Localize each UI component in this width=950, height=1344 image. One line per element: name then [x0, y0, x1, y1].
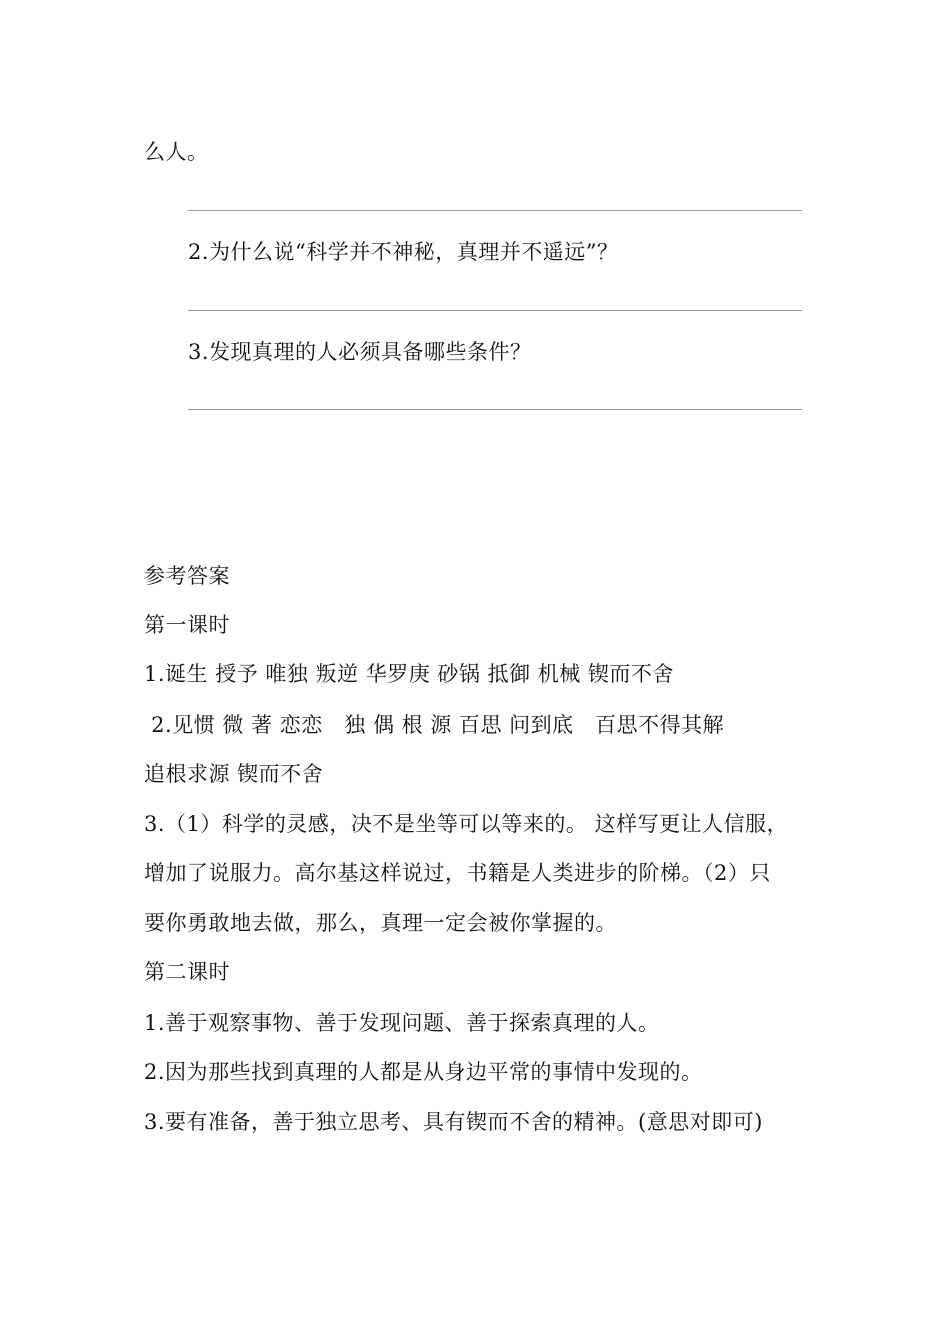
lesson-2-item-2: 2.因为那些找到真理的人都是从身边平常的事情中发现的。: [144, 1060, 703, 1084]
lesson-2-item-1: 1.善于观察事物、善于发现问题、善于探索真理的人。: [144, 1011, 660, 1035]
lesson-1-item-3-line-2: 增加了说服力。高尔基这样说过，书籍是人类进步的阶梯。（2）只: [144, 861, 771, 885]
answers-heading: 参考答案: [144, 564, 230, 588]
lesson-1-item-2-line-1: 2.见惯 微 著 恋恋 独 偶 根 源 百思 问到底 百思不得其解: [144, 713, 725, 737]
lesson-2-item-3: 3.要有准备，善于独立思考、具有锲而不舍的精神。(意思对即可): [144, 1110, 763, 1134]
lesson-2-title: 第二课时: [144, 960, 230, 984]
lesson-1-item-1: 1.诞生 授予 唯独 叛逆 华罗庚 砂锅 抵御 机械 锲而不舍: [144, 662, 674, 686]
lesson-1-item-3-line-3: 要你勇敢地去做，那么，真理一定会被你掌握的。: [144, 911, 617, 935]
question-3: 3.发现真理的人必须具备哪些条件？: [188, 340, 532, 364]
lesson-1-item-3-line-1: 3.（1）科学的灵感，决不是坐等可以等来的。 这样写更让人信服，: [144, 812, 789, 836]
lesson-1-item-2-line-2: 追根求源 锲而不舍: [144, 762, 324, 786]
lesson-1-title: 第一课时: [144, 613, 230, 637]
answer-line-3[interactable]: [188, 409, 802, 410]
question-1-tail: 么人。: [144, 140, 209, 164]
answer-line-2[interactable]: [188, 310, 802, 311]
question-2: 2.为什么说“科学并不神秘，真理并不遥远”？: [188, 240, 619, 264]
answer-line-1[interactable]: [188, 210, 802, 211]
